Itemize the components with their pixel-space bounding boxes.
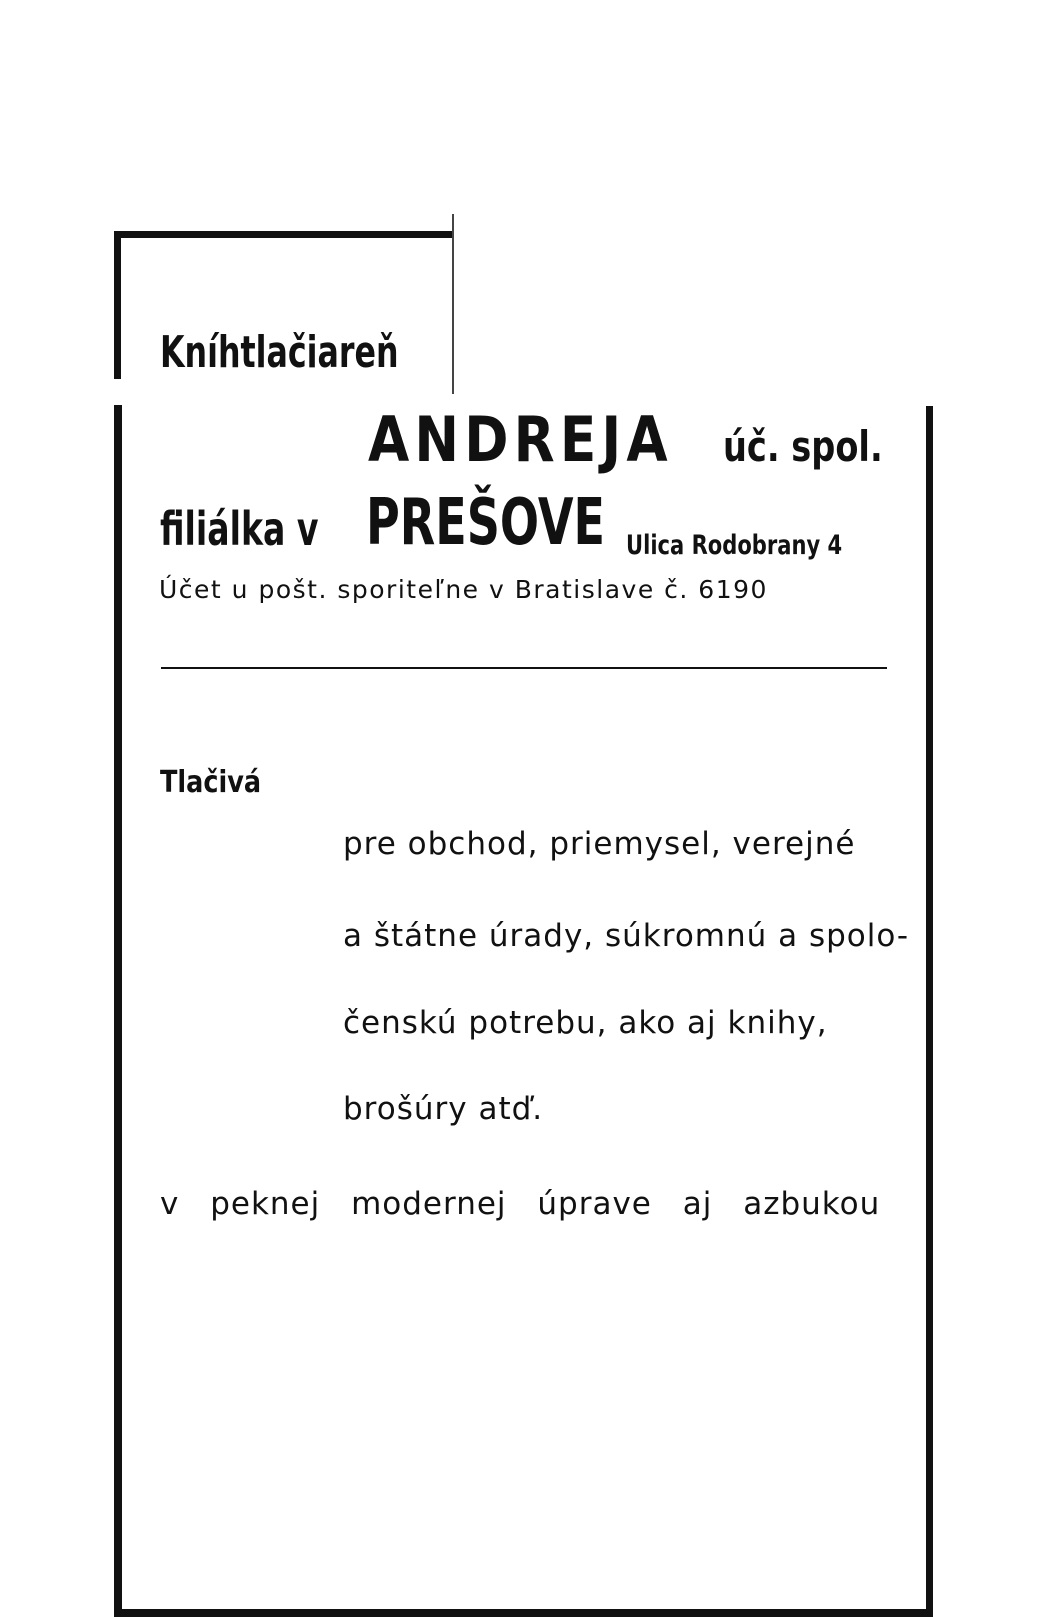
frame-left-rule-upper [114,231,121,379]
company-suffix: úč. spol. [723,422,883,471]
company-type: Kníhtlačiareň [160,327,399,378]
frame-top-rule [114,231,454,238]
branch-city: PREŠOVE [366,486,605,560]
body-line: čenskú potrebu, ako aj knihy, [343,1005,828,1041]
body-line: v peknej modernej úprave aj azbukou [160,1186,881,1222]
company-name: ANDREJA [368,403,673,476]
body-line: brošúry atď. [343,1091,544,1127]
body-line: a štátne úrady, súkromnú a spolo- [343,918,910,954]
frame-bottom-rule [114,1609,933,1617]
street-address: Ulica Rodobrany 4 [626,530,843,561]
account-line: Účet u pošt. sporiteľne v Bratislave č. 6190 [159,575,768,604]
frame-right-rule [926,406,933,1617]
frame-vertical-tick [452,214,454,394]
section-heading: Tlačivá [160,765,262,800]
body-line: pre obchod, priemysel, verejné [343,826,856,862]
section-divider [161,667,887,669]
frame-left-rule [114,405,122,1617]
branch-prefix: filiálka v [160,502,319,556]
